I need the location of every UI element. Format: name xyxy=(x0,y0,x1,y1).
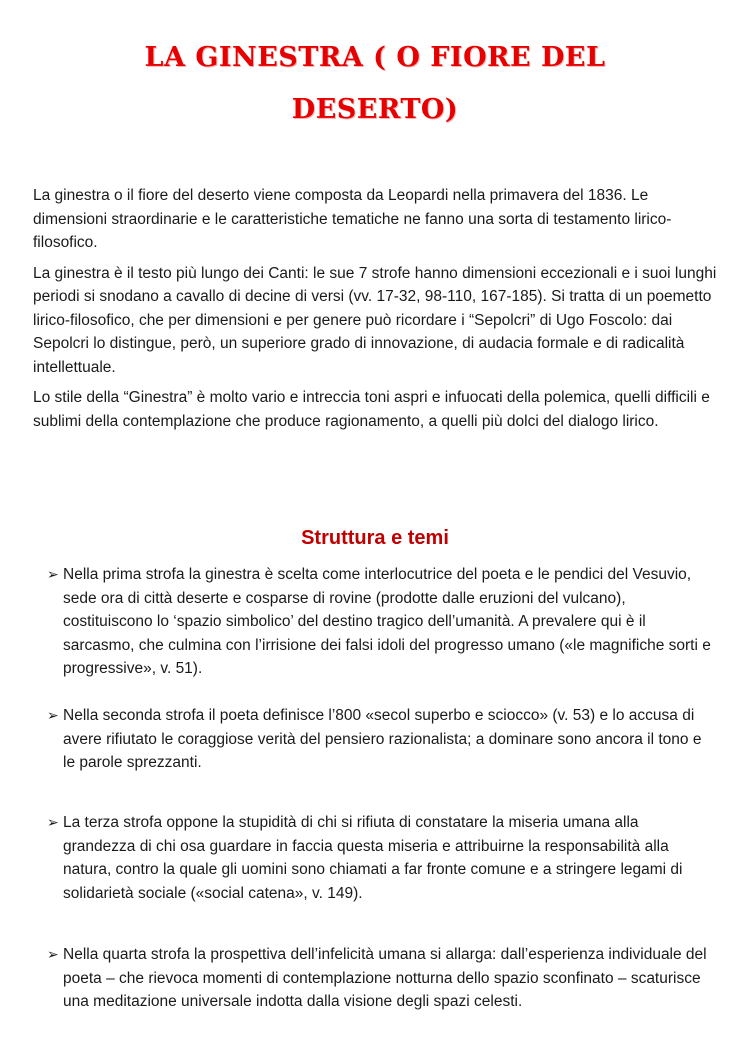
page-title-line-1: LA GINESTRA ( O FIORE DEL xyxy=(144,42,606,73)
list-item-text: Nella quarta strofa la prospettiva dell’infelicità umana si allarga: dall’esperienza individuale del poeta – che rievoca momenti di contemplazione notturna dello spazio sconfinato – scaturisce una meditazione universale indotta dalla visione degli spazi celesti. xyxy=(63,946,707,1010)
list-item xyxy=(47,563,715,681)
intro-paragraph: Lo stile della “Ginestra” è molto vario e intreccia toni aspri e infuocati della polemica, quelli difficili e sublimi della contemplazione che produce ragionamento, a quelli più dolci del dialogo lirico. xyxy=(33,389,710,430)
list-item xyxy=(47,811,715,905)
list-item xyxy=(47,704,715,775)
arrow-bullet-icon: ➢ xyxy=(47,707,59,723)
arrow-bullet-icon: ➢ xyxy=(47,946,59,962)
list-item-text: Nella prima strofa la ginestra è scelta come interlocutrice del poeta e le pendici del Vesuvio, sede ora di città deserte e cosparse di rovine (prodotte dalle eruzioni del vulcano), costituiscono lo ‘spazio simbolico’ del destino tragico dell’umanità. A prevalere qui è il sarcasmo, che culmina con l’irrisione dei falsi idoli del progresso umano («le magnifiche sorti e progressive», v. 51). xyxy=(63,566,711,677)
page-title-line-2: DESERTO) xyxy=(291,94,459,125)
intro-paragraph: La ginestra o il fiore del deserto viene composta da Leopardi nella primavera del 1836. Le dimensioni straordinarie e le caratteristiche tematiche ne fanno una sorta di testamento lirico-filosofico. xyxy=(33,187,672,251)
list-item xyxy=(47,943,715,1014)
intro-paragraph: La ginestra è il testo più lungo dei Canti: le sue 7 strofe hanno dimensioni eccezionali e i suoi lunghi periodi si snodano a cavallo di decine di versi (vv. 17-32, 98-110, 167-185). Si tratta di un poemetto lirico-filosofico, che per dimensioni e per genere può ricordare i “Sepolcri” di Ugo Foscolo: dai Sepolcri lo distingue, però, un superiore grado di innovazione, di audacia formale e di radicalità intellettuale. xyxy=(33,264,717,376)
list-item-text: Nella seconda strofa il poeta definisce l’800 «secol superbo e sciocco» (v. 53) e lo accusa di avere rifiutato le coraggiose verità del pensiero razionalista; a dominare sono ancora il tono e le parole sprezzanti. xyxy=(63,707,702,771)
intro-section xyxy=(33,184,723,440)
list-item-text: La terza strofa oppone la stupidità di chi si rifiuta di constatare la miseria umana alla grandezza di chi osa guardare in faccia questa miseria e attribuirne la responsabilità alla natura, contro la quale gli uomini sono chiamati a far fronte comune e a stringere legami di solidarietà sociale («social catena», v. 149). xyxy=(63,814,683,902)
arrow-bullet-icon: ➢ xyxy=(47,814,59,830)
section-title: Struttura e temi xyxy=(301,527,449,549)
page-title xyxy=(100,32,650,136)
arrow-bullet-icon: ➢ xyxy=(47,566,59,582)
